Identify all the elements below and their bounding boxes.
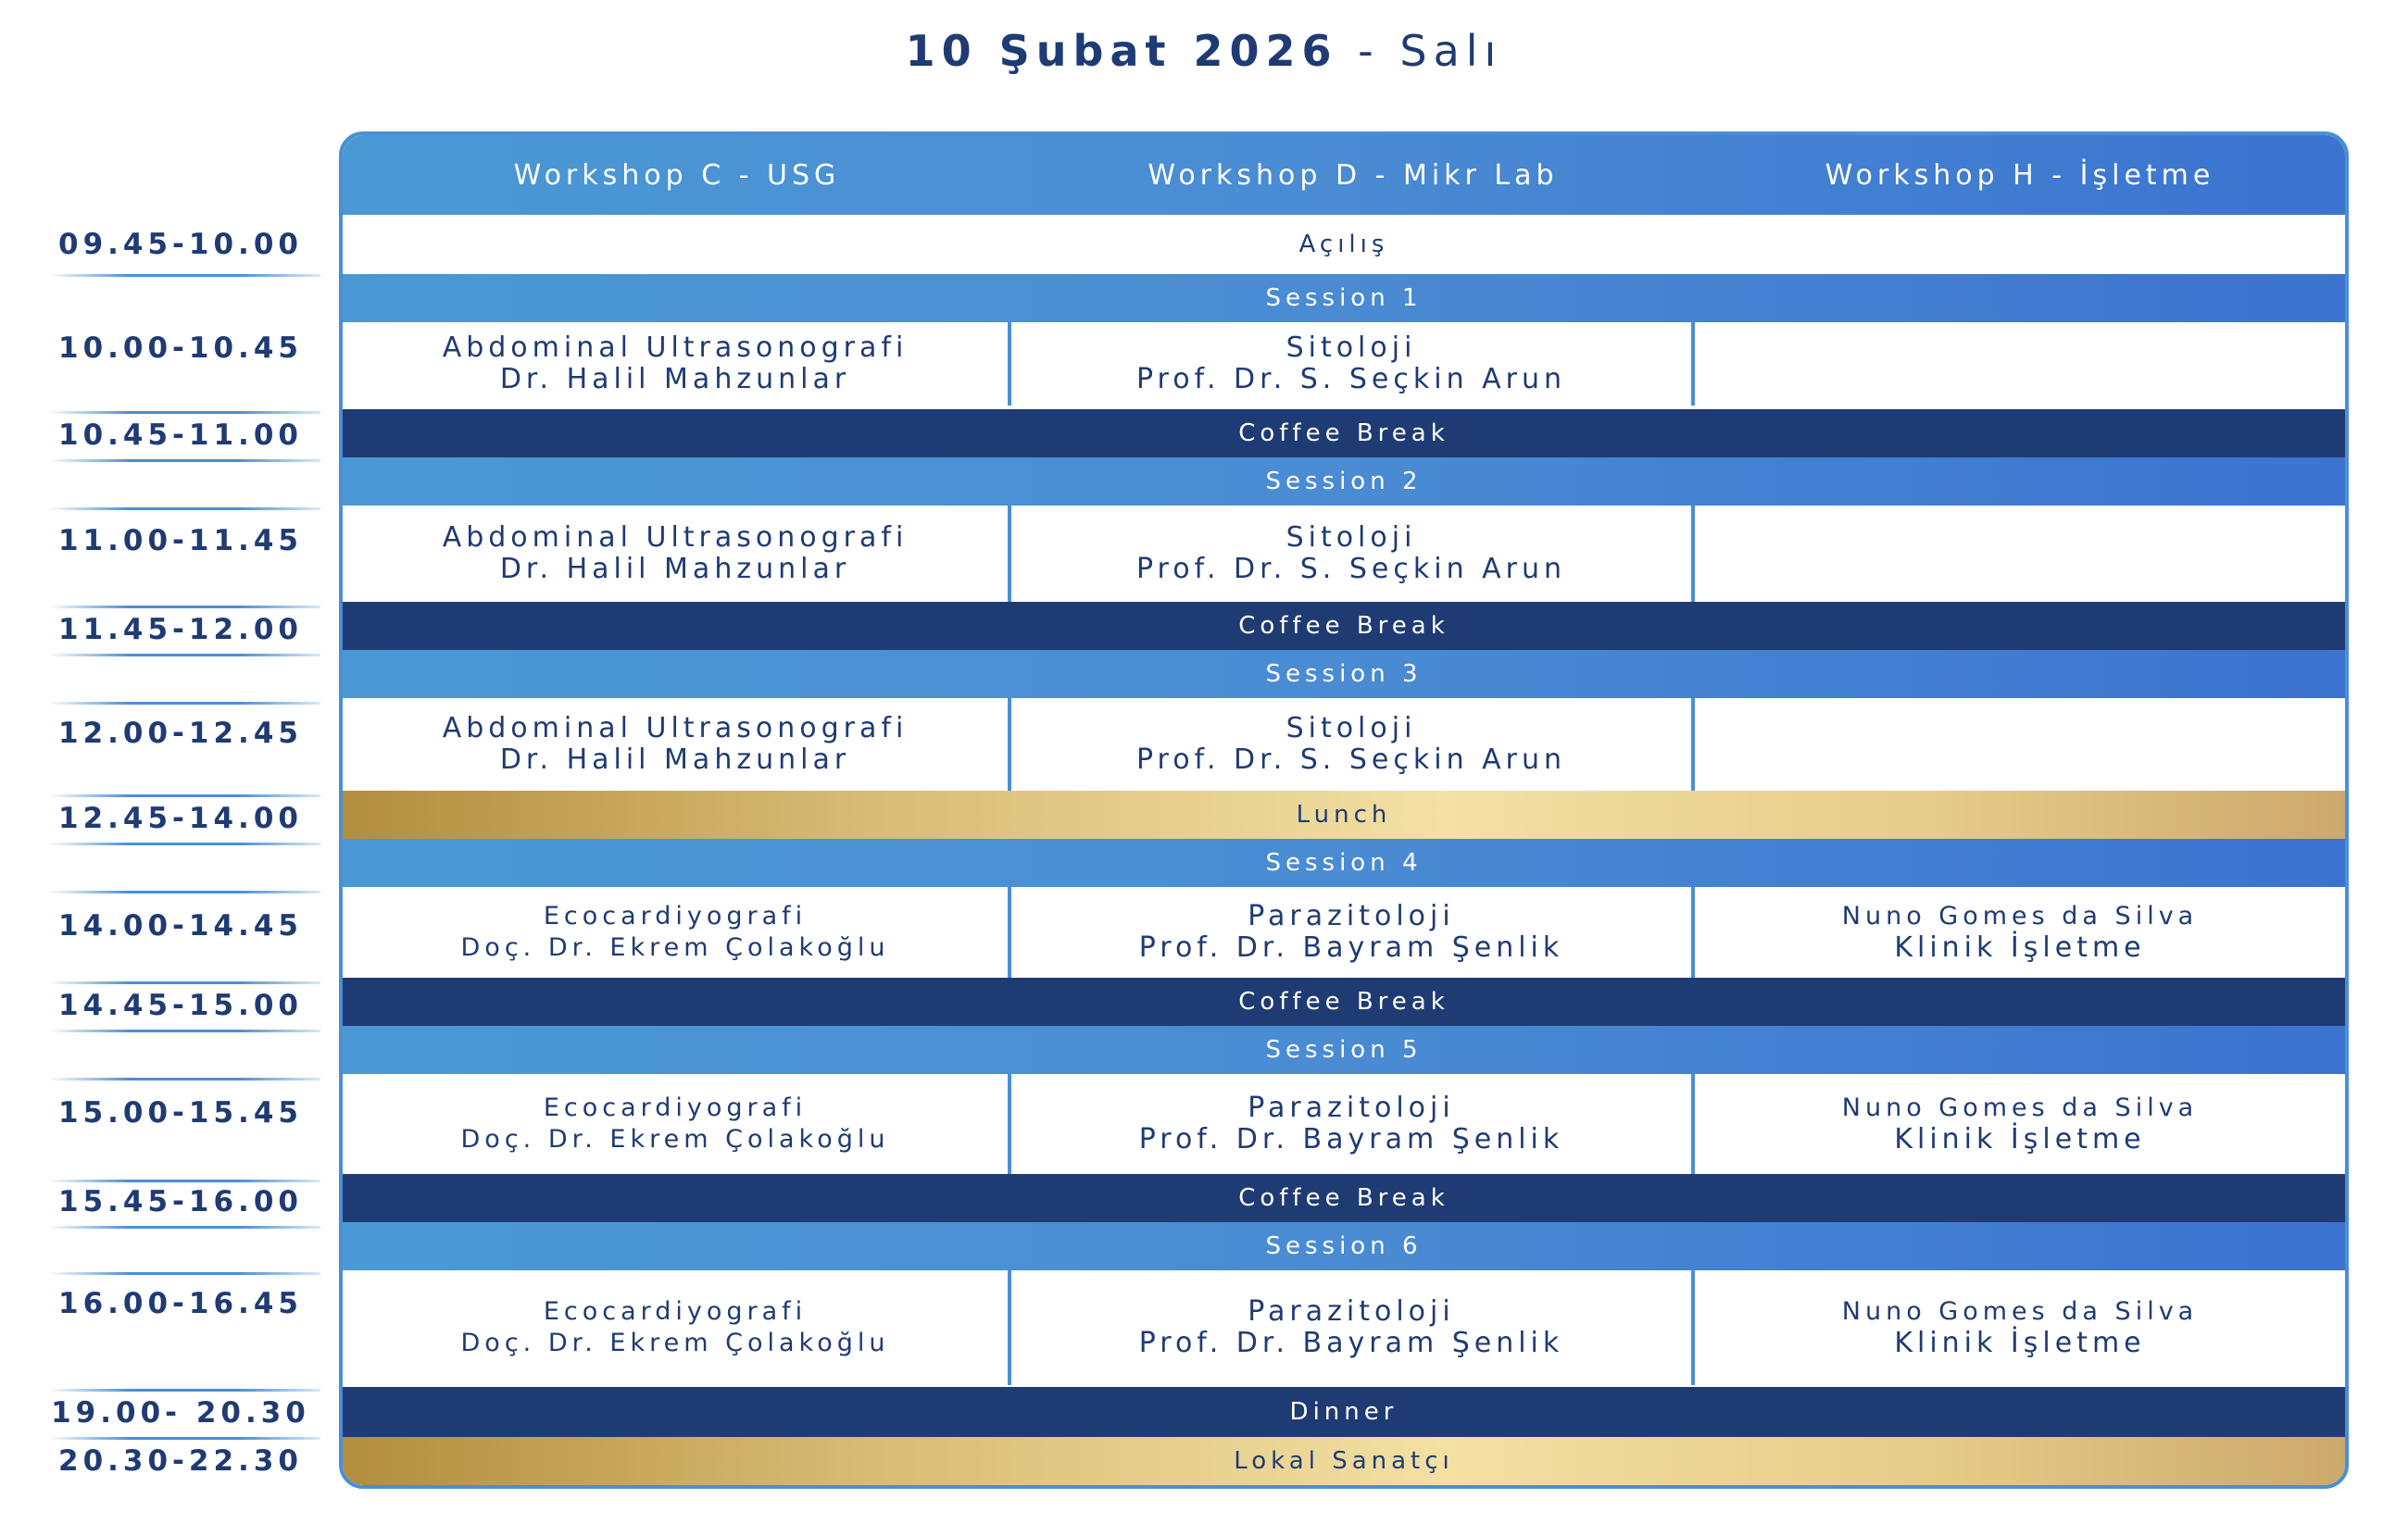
topic-label: Sitoloji bbox=[1286, 521, 1417, 554]
time-divider bbox=[48, 411, 320, 414]
speaker-label: Prof. Dr. Bayram Şenlik bbox=[1138, 1327, 1564, 1359]
table-row bbox=[343, 1074, 2345, 1174]
cell-workshop-d bbox=[1011, 698, 1695, 791]
cell-workshop-c bbox=[343, 1270, 1011, 1385]
topic-label: Klinik İşletme bbox=[1894, 1327, 2146, 1359]
time-divider bbox=[48, 1030, 320, 1032]
session-row: Session 4 bbox=[343, 839, 2345, 887]
schedule-table bbox=[339, 131, 2349, 1489]
cell-workshop-d bbox=[1011, 1074, 1695, 1174]
cell-workshop-h bbox=[1695, 1270, 2345, 1385]
time-divider bbox=[48, 1180, 320, 1182]
time-divider bbox=[48, 654, 320, 656]
cell-workshop-h bbox=[1695, 887, 2345, 978]
time-label: 10.00-10.45 bbox=[58, 331, 303, 365]
speaker-label: Nuno Gomes da Silva bbox=[1841, 902, 2199, 931]
session-row: Session 1 bbox=[343, 274, 2345, 322]
speaker-label: Prof. Dr. Bayram Şenlik bbox=[1138, 931, 1564, 964]
speaker-label: Prof. Dr. S. Seçkin Arun bbox=[1135, 363, 1567, 395]
time-label: 10.45-11.00 bbox=[58, 418, 303, 452]
speaker-label: Prof. Dr. S. Seçkin Arun bbox=[1135, 553, 1567, 585]
speaker-label: Nuno Gomes da Silva bbox=[1841, 1093, 2199, 1122]
time-divider bbox=[48, 843, 320, 845]
coffee-break-row: Coffee Break bbox=[343, 602, 2345, 650]
time-label: 12.00-12.45 bbox=[58, 717, 303, 750]
coffee-break-row: Coffee Break bbox=[343, 409, 2345, 457]
cell-workshop-d bbox=[1011, 322, 1695, 406]
topic-label: Parazitoloji bbox=[1248, 900, 1455, 932]
speaker-label: Dr. Halil Mahzunlar bbox=[499, 553, 851, 585]
cell-workshop-c bbox=[343, 698, 1011, 791]
title-date: 10 Şubat 2026 bbox=[905, 26, 1338, 76]
time-divider bbox=[48, 1389, 320, 1392]
topic-label: Sitoloji bbox=[1286, 712, 1417, 744]
time-label: 12.45-14.00 bbox=[58, 802, 303, 835]
time-divider bbox=[48, 1078, 320, 1081]
topic-label: Klinik İşletme bbox=[1894, 1123, 2146, 1155]
cell-workshop-c bbox=[343, 1074, 1011, 1174]
table-row bbox=[343, 506, 2345, 602]
topic-label: Parazitoloji bbox=[1248, 1092, 1455, 1124]
speaker-label: Dr. Halil Mahzunlar bbox=[499, 363, 851, 395]
table-row bbox=[343, 1270, 2345, 1385]
topic-label: Parazitoloji bbox=[1248, 1295, 1455, 1328]
cell-workshop-d bbox=[1011, 887, 1695, 978]
session-row: Session 6 bbox=[343, 1222, 2345, 1270]
speaker-label: Prof. Dr. S. Seçkin Arun bbox=[1135, 743, 1567, 776]
time-label: 19.00- 20.30 bbox=[51, 1396, 310, 1430]
time-column bbox=[0, 0, 339, 1524]
dinner-row: Dinner bbox=[343, 1387, 2345, 1437]
speaker-label: Doç. Dr. Ekrem Çolakoğlu bbox=[460, 1329, 890, 1357]
cell-workshop-c bbox=[343, 887, 1011, 978]
page-title bbox=[0, 26, 2408, 76]
topic-label: Klinik İşletme bbox=[1894, 931, 2146, 964]
time-label: 20.30-22.30 bbox=[58, 1444, 303, 1478]
cell-workshop-h bbox=[1695, 1074, 2345, 1174]
time-divider bbox=[48, 702, 320, 705]
time-label: 11.45-12.00 bbox=[58, 613, 303, 646]
topic-label: Abdominal Ultrasonografi bbox=[442, 712, 909, 744]
cell-workshop-h-empty bbox=[1695, 698, 2345, 791]
session-row: Session 2 bbox=[343, 457, 2345, 506]
speaker-label: Dr. Halil Mahzunlar bbox=[499, 743, 851, 776]
time-divider bbox=[48, 1226, 320, 1229]
speaker-label: Doç. Dr. Ekrem Çolakoğlu bbox=[460, 933, 890, 962]
topic-label: Ecocardiyografi bbox=[543, 1093, 808, 1122]
local-artist-row: Lokal Sanatçı bbox=[343, 1437, 2345, 1485]
cell-workshop-d bbox=[1011, 1270, 1695, 1385]
time-label: 11.00-11.45 bbox=[58, 524, 303, 557]
column-header-workshop-h: Workshop H - İşletme bbox=[1825, 158, 2215, 192]
table-row bbox=[343, 322, 2345, 406]
time-label: 14.45-15.00 bbox=[58, 989, 303, 1022]
session-row: Session 5 bbox=[343, 1026, 2345, 1074]
title-separator: - bbox=[1337, 26, 1400, 76]
table-row bbox=[343, 698, 2345, 791]
time-label: 15.45-16.00 bbox=[58, 1185, 303, 1218]
cell-workshop-d bbox=[1011, 506, 1695, 602]
cell-workshop-c bbox=[343, 506, 1011, 602]
time-label: 16.00-16.45 bbox=[58, 1287, 303, 1320]
time-divider bbox=[48, 891, 320, 893]
speaker-label: Nuno Gomes da Silva bbox=[1841, 1297, 2199, 1326]
opening-row: Açılış bbox=[343, 215, 2345, 274]
lunch-row: Lunch bbox=[343, 791, 2345, 839]
topic-label: Abdominal Ultrasonografi bbox=[442, 331, 909, 364]
session-row: Session 3 bbox=[343, 650, 2345, 698]
time-divider bbox=[48, 274, 320, 277]
time-divider bbox=[48, 1437, 320, 1440]
cell-workshop-h-empty bbox=[1695, 506, 2345, 602]
cell-workshop-h-empty bbox=[1695, 322, 2345, 406]
time-label: 09.45-10.00 bbox=[58, 228, 303, 261]
time-label: 14.00-14.45 bbox=[58, 909, 303, 943]
table-header bbox=[343, 135, 2345, 215]
table-row bbox=[343, 887, 2345, 978]
time-divider bbox=[48, 981, 320, 984]
time-divider bbox=[48, 794, 320, 797]
coffee-break-row: Coffee Break bbox=[343, 1174, 2345, 1222]
column-header-workshop-d: Workshop D - Mikr Lab bbox=[1148, 158, 1559, 192]
column-header-workshop-c: Workshop C - USG bbox=[513, 158, 841, 192]
coffee-break-row: Coffee Break bbox=[343, 978, 2345, 1026]
time-divider bbox=[48, 459, 320, 462]
topic-label: Ecocardiyografi bbox=[543, 1297, 808, 1326]
topic-label: Sitoloji bbox=[1286, 331, 1417, 364]
time-label: 15.00-15.45 bbox=[58, 1096, 303, 1130]
time-divider bbox=[48, 1272, 320, 1275]
title-day: Salı bbox=[1399, 26, 1503, 76]
cell-workshop-c bbox=[343, 322, 1011, 406]
time-divider bbox=[48, 606, 320, 608]
topic-label: Ecocardiyografi bbox=[543, 902, 808, 931]
topic-label: Abdominal Ultrasonografi bbox=[442, 521, 909, 554]
speaker-label: Prof. Dr. Bayram Şenlik bbox=[1138, 1123, 1564, 1155]
speaker-label: Doç. Dr. Ekrem Çolakoğlu bbox=[460, 1125, 890, 1154]
time-divider bbox=[48, 507, 320, 510]
